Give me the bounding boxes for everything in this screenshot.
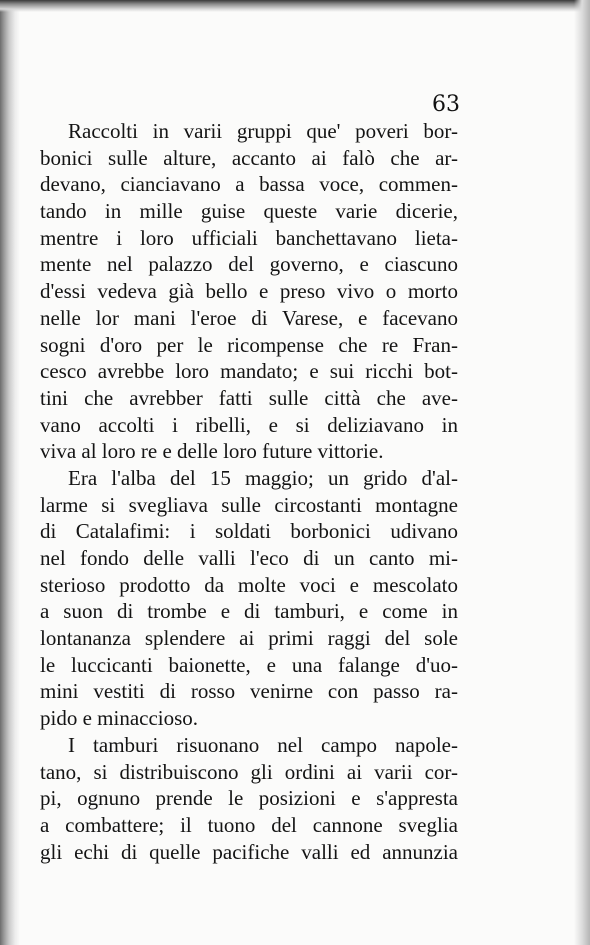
text-line: a combattere; il tuono del cannone sveglia xyxy=(40,812,458,837)
text-line: devano, cianciavano a bassa voce, commen- xyxy=(40,172,458,197)
page-right-edge-shadow xyxy=(574,0,590,945)
text-line: lontananza splendere ai primi raggi del sole xyxy=(40,626,458,651)
page-top-edge-shadow xyxy=(0,0,590,12)
text-line: tano, si distribuiscono gli ordini ai varii cor- xyxy=(40,759,458,784)
text-line: le luccicanti baionette, e una falange d'uo- xyxy=(40,652,458,677)
text-line: mentre i loro ufficiali banchettavano lieta- xyxy=(40,225,458,250)
text-line: tini che avrebber fatti sulle città che ave- xyxy=(40,385,458,410)
text-line: pido e minaccioso. xyxy=(40,706,199,731)
text-line: gli echi di quelle pacifiche valli ed annunzia xyxy=(40,839,458,864)
text-line: vano accolti i ribelli, e si deliziavano in xyxy=(40,412,458,437)
text-line: nel fondo delle valli l'eco di un canto mi- xyxy=(40,546,458,570)
text-line: di Catalafimi: i soldati borbonici udivano xyxy=(40,519,458,544)
text-line: cesco avrebbe loro mandato; e sui ricchi bot- xyxy=(40,359,458,384)
page-left-edge-shadow xyxy=(0,0,20,945)
text-line: a suon di trombe e di tamburi, e come in xyxy=(40,599,458,624)
text-line: larme si svegliava sulle circostanti montagne xyxy=(40,492,458,517)
text-line: Raccolti in varii gruppi que' poveri bor- xyxy=(68,119,458,143)
page-number: 63 xyxy=(432,92,460,117)
text-line: sogni d'oro per le ricompense che re Fran- xyxy=(40,332,458,357)
text-line: mini vestiti di rosso venirne con passo ra- xyxy=(40,679,458,704)
text-line: mente nel palazzo del governo, e ciascuno xyxy=(40,252,458,277)
text-line: I tamburi risuonano nel campo napole- xyxy=(68,732,458,757)
text-line: d'essi vedeva già bello e preso vivo o morto xyxy=(40,279,458,304)
text-line: viva al loro re e delle loro future vittorie. xyxy=(40,439,384,464)
text-line: nelle lor mani l'eroe di Varese, e facevano xyxy=(40,305,458,330)
text-line: Era l'alba del 15 maggio; un grido d'al- xyxy=(68,465,458,490)
text-line: bonici sulle alture, accanto ai falò che ar- xyxy=(40,145,458,170)
text-line: sterioso prodotto da molte voci e mescolato xyxy=(40,572,458,597)
text-line: pi, ognuno prende le posizioni e s'appresta xyxy=(40,786,458,811)
body-text xyxy=(40,118,458,865)
text-line: tando in mille guise queste varie dicerie, xyxy=(40,199,458,224)
